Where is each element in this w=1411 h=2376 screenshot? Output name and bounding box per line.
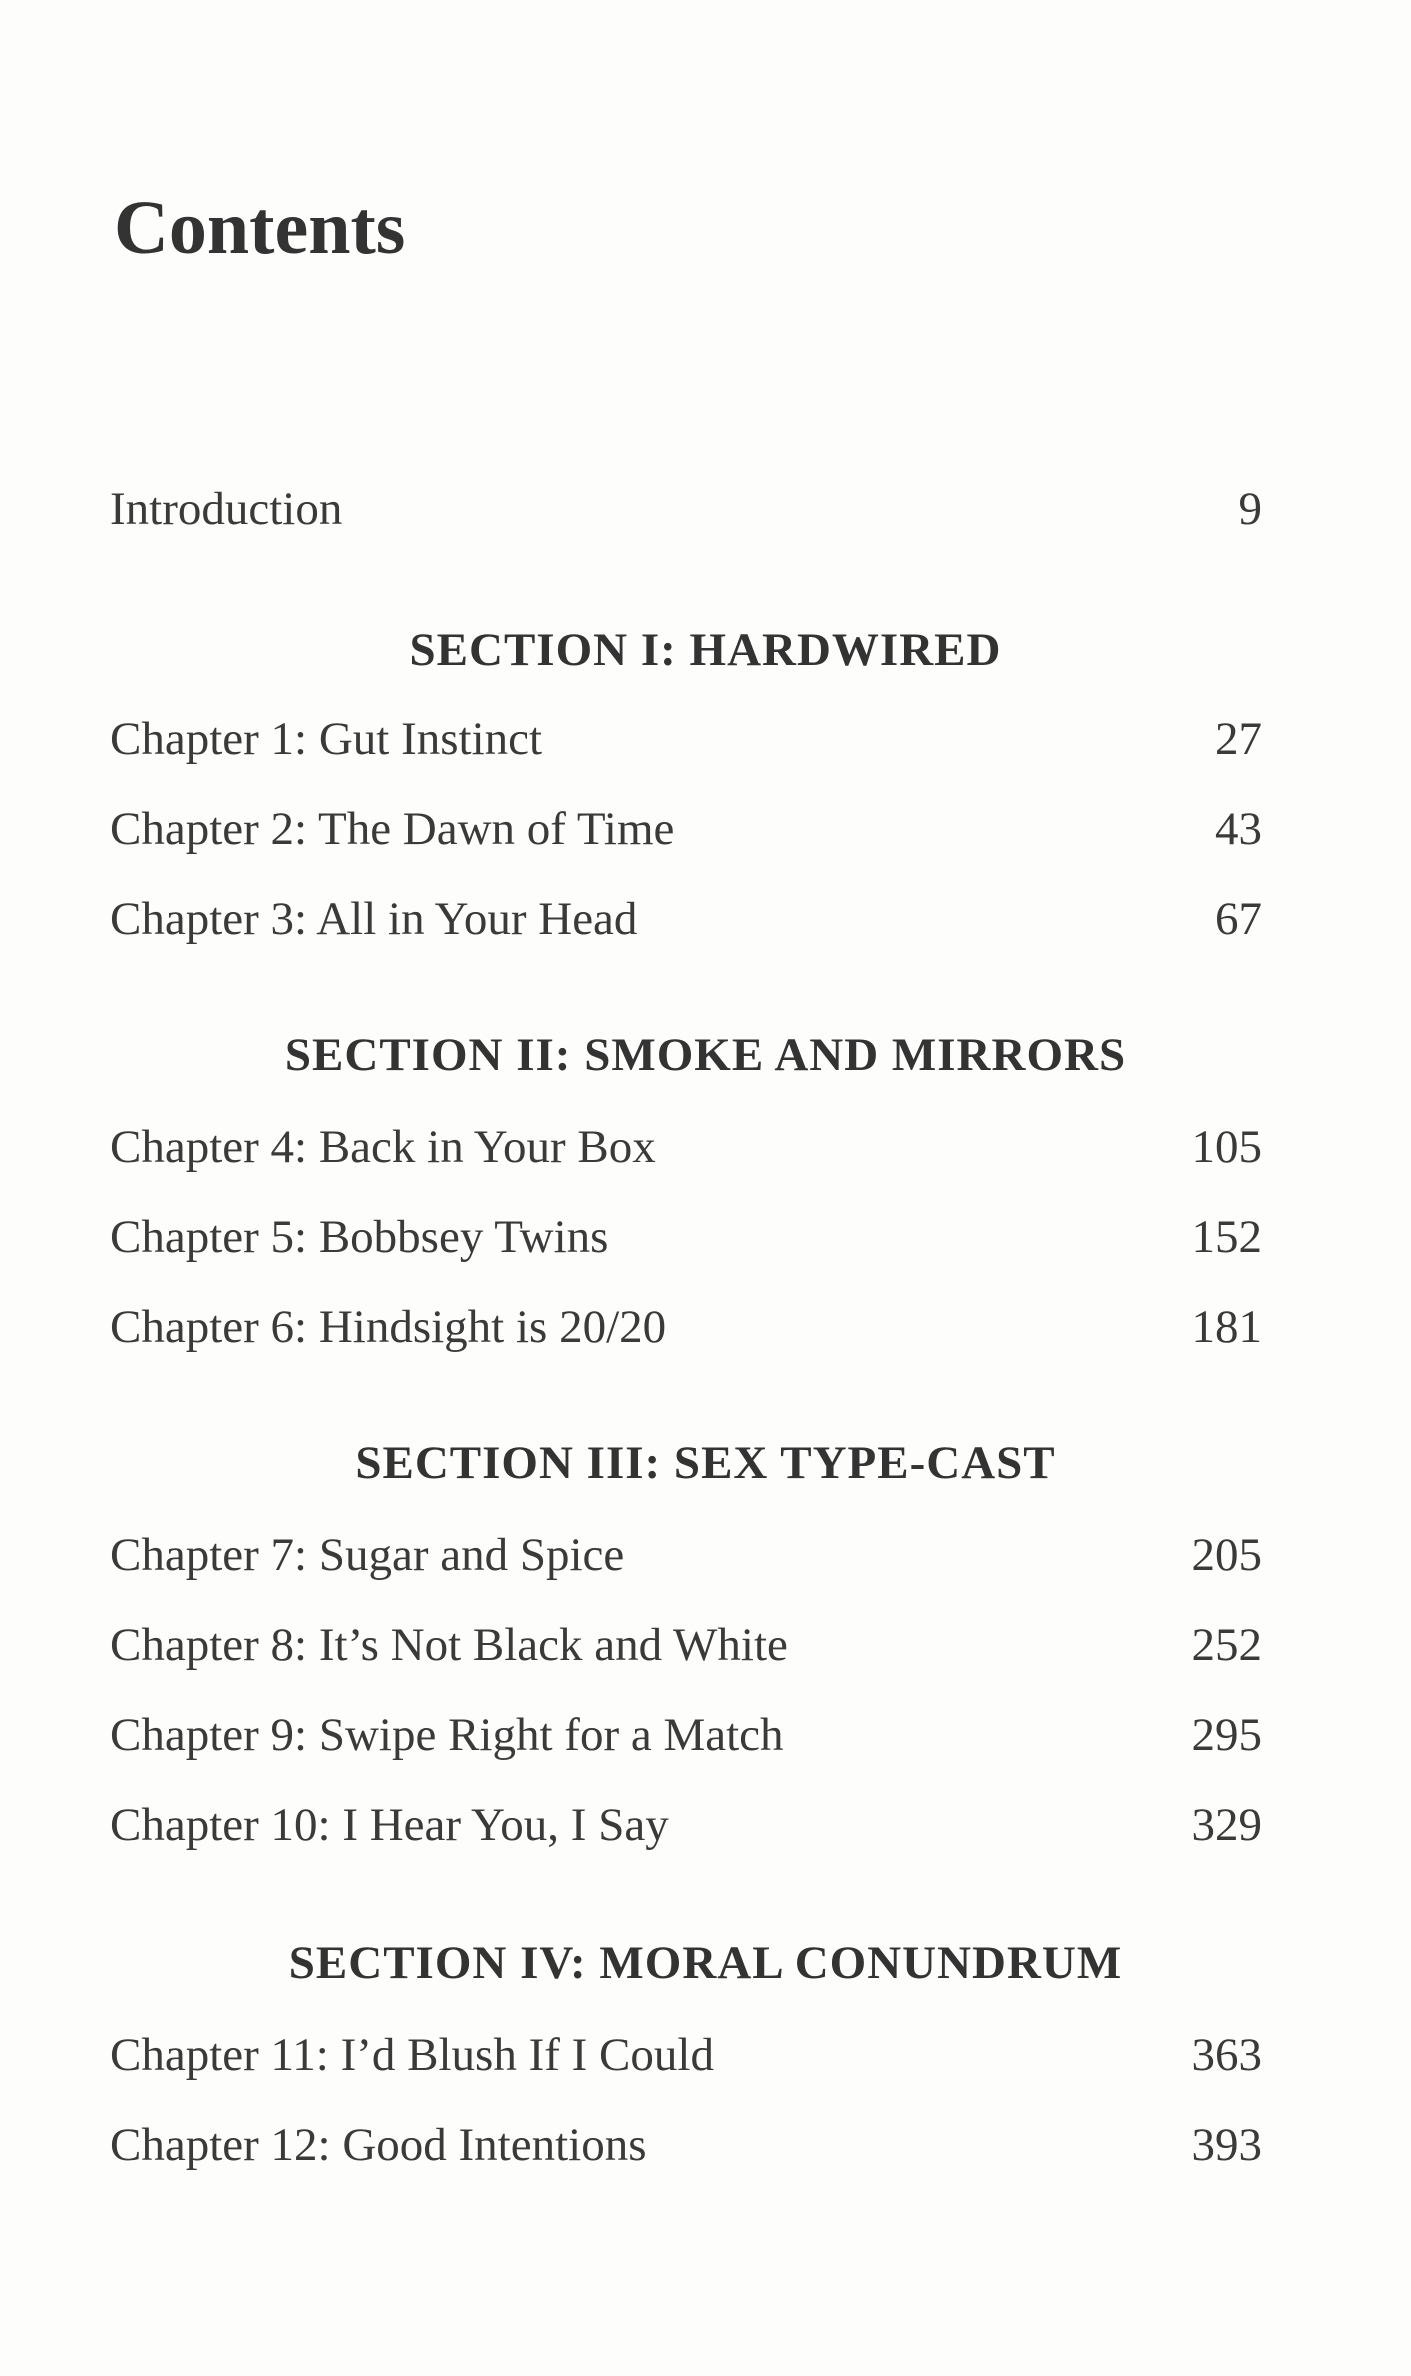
toc-entry-page: 363 — [1191, 2029, 1262, 2081]
toc-entry-page: 105 — [1191, 1121, 1262, 1173]
toc-entry-page: 43 — [1215, 803, 1262, 855]
toc-entry-chapter-8 — [110, 1619, 1262, 1671]
toc-entry-page: 9 — [1238, 483, 1262, 535]
toc-entry-chapter-3 — [110, 893, 1262, 945]
toc-entry-page: 205 — [1191, 1529, 1262, 1581]
toc-entry-chapter-12 — [110, 2119, 1262, 2171]
toc-entry-page: 393 — [1191, 2119, 1262, 2171]
toc-entry-chapter-1 — [110, 713, 1262, 765]
toc-entry-chapter-6 — [110, 1301, 1262, 1353]
toc-entry-label: Chapter 3: All in Your Head — [110, 893, 638, 945]
toc-entry-introduction — [110, 483, 1262, 535]
toc-entry-chapter-2 — [110, 803, 1262, 855]
toc-entry-label: Introduction — [110, 483, 343, 535]
toc-entry-label: Chapter 8: It’s Not Black and White — [110, 1619, 788, 1671]
toc-entry-page: 27 — [1215, 713, 1262, 765]
toc-entry-page: 295 — [1191, 1709, 1262, 1761]
toc-entry-chapter-7 — [110, 1529, 1262, 1581]
toc-entry-chapter-11 — [110, 2029, 1262, 2081]
toc-entry-label: Chapter 4: Back in Your Box — [110, 1121, 656, 1173]
toc-entry-page: 152 — [1191, 1211, 1262, 1263]
toc-entry-chapter-4 — [110, 1121, 1262, 1173]
toc-entry-label: Chapter 5: Bobbsey Twins — [110, 1211, 609, 1263]
toc-entry-label: Chapter 11: I’d Blush If I Could — [110, 2029, 714, 2081]
toc-entry-label: Chapter 2: The Dawn of Time — [110, 803, 675, 855]
toc-entry-label: Chapter 7: Sugar and Spice — [110, 1529, 625, 1581]
toc-entry-label: Chapter 10: I Hear You, I Say — [110, 1799, 669, 1851]
section-heading-3: SECTION III: SEX TYPE-CAST — [355, 1437, 1056, 1489]
toc-entry-chapter-9 — [110, 1709, 1262, 1761]
toc-entry-page: 181 — [1191, 1301, 1262, 1353]
toc-entry-label: Chapter 6: Hindsight is 20/20 — [110, 1301, 667, 1353]
toc-entry-page: 252 — [1191, 1619, 1262, 1671]
toc-entry-label: Chapter 9: Swipe Right for a Match — [110, 1709, 784, 1761]
section-heading-2: SECTION II: SMOKE AND MIRRORS — [284, 1029, 1127, 1081]
toc-entry-page: 329 — [1191, 1799, 1262, 1851]
section-heading-4: SECTION IV: MORAL CONUNDRUM — [288, 1937, 1123, 1989]
page-title: Contents — [114, 186, 406, 270]
toc-entry-label: Chapter 12: Good Intentions — [110, 2119, 647, 2171]
toc-entry-chapter-5 — [110, 1211, 1262, 1263]
section-heading-1: SECTION I: HARDWIRED — [409, 624, 1002, 676]
toc-entry-label: Chapter 1: Gut Instinct — [110, 713, 543, 765]
toc-entry-page: 67 — [1215, 893, 1262, 945]
toc-entry-chapter-10 — [110, 1799, 1262, 1851]
